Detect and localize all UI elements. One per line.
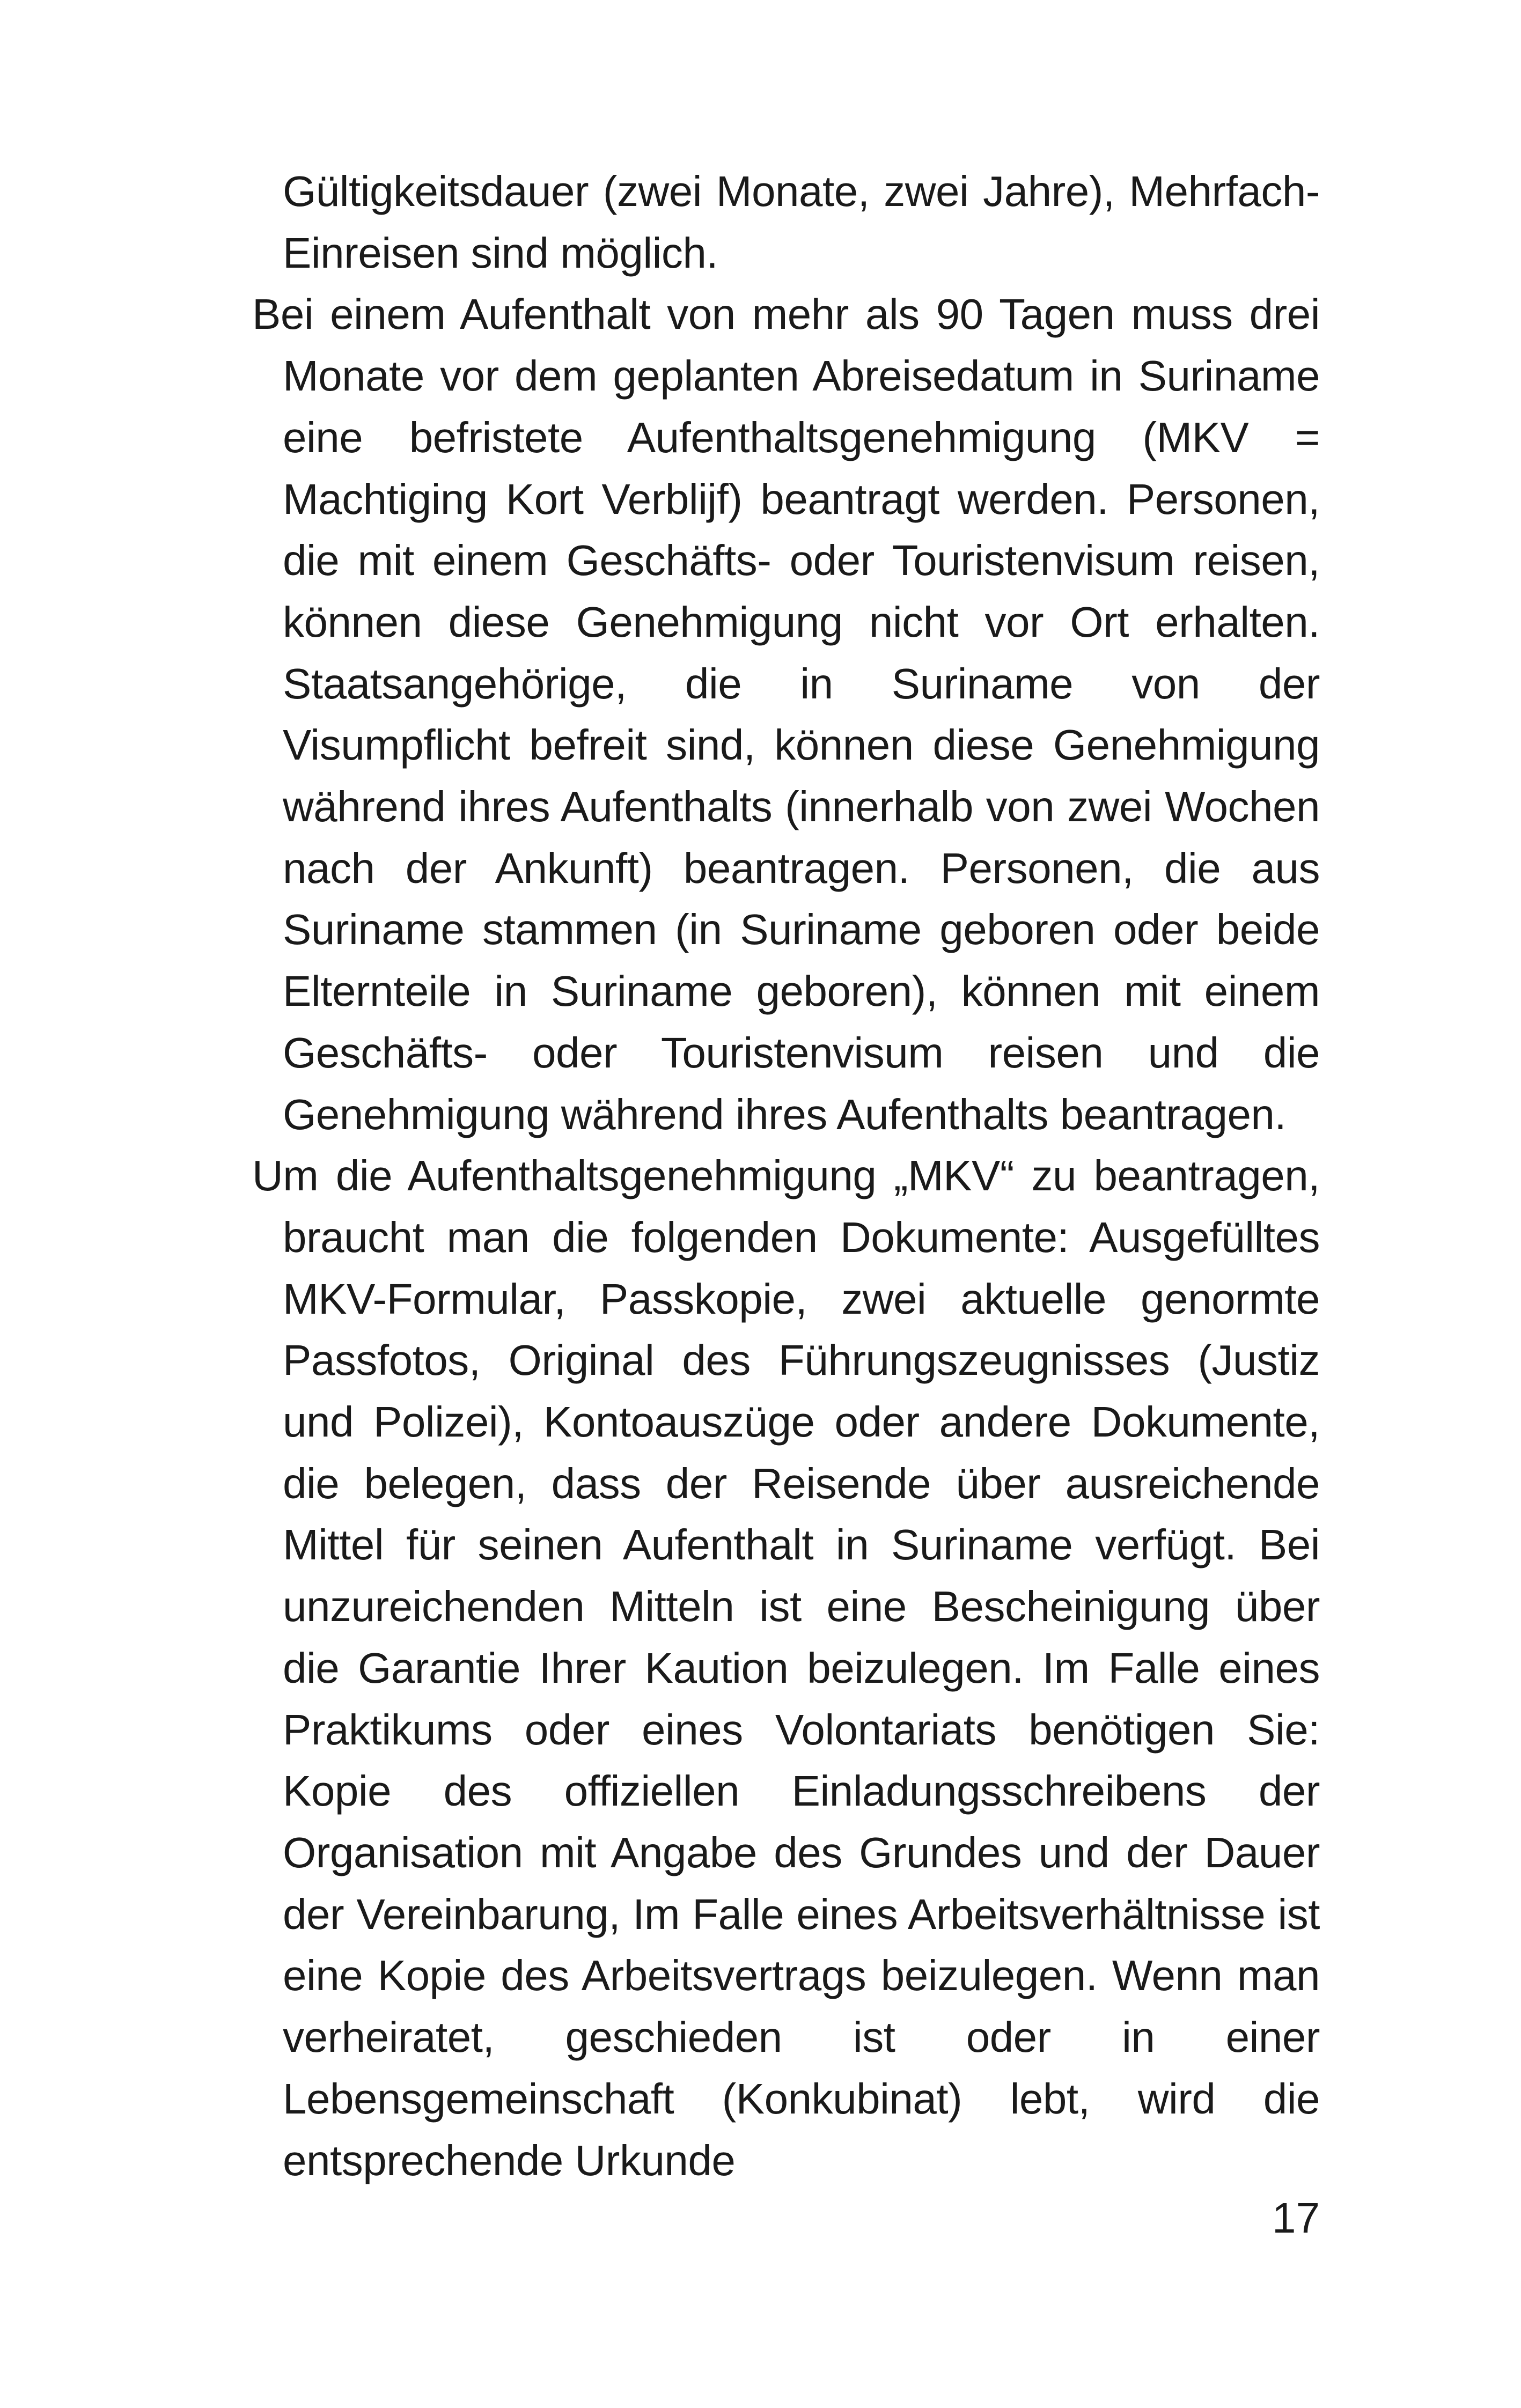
- page-number: 17: [1272, 2194, 1320, 2242]
- paragraph-validity-continuation: Gültigkeitsdauer (zwei Monate, zwei Jahre), Mehrfach-Einreisen sind möglich.: [283, 167, 1320, 277]
- paragraph-required-documents: Um die Aufenthaltsgenehmigung „MKV“ zu beantragen, braucht man die folgenden Dokumente: Ausgefülltes MKV-Formular, Passkopie, zwei aktuelle genormte Passfotos, Original des Führungszeugnisses (Justiz und Polizei), Kontoauszüge oder andere Dokumente, die belegen, dass der Reisende über ausreichende Mittel für seinen Aufenthalt in Suriname verfügt. Bei unzureichenden Mitteln ist eine Bescheinigung über die Garantie Ihrer Kaution beizulegen. Im Falle eines Praktikums oder eines Volontariats benötigen Sie: Kopie des offiziellen Einladungsschreibens der Organisation mit Angabe des Grundes und der Dauer der Vereinbarung, Im Falle eines Arbeitsverhältnisse ist eine Kopie des Arbeitsvertrags beizulegen. Wenn man verheiratet, geschieden ist oder in einer Lebensgemeinschaft (Konkubinat) lebt, wird die entsprechende Urkunde: [252, 1152, 1320, 2184]
- paragraph-residence-permit: Bei einem Aufenthalt von mehr als 90 Tagen muss drei Monate vor dem geplanten Abreisedatum in Suriname eine befristete Aufenthaltsgenehmigung (MKV = Machtiging Kort Verblijf) beantragt werden. Personen, die mit einem Geschäfts- oder Touristenvisum reisen, können diese Genehmigung nicht vor Ort erhalten. Staatsangehörige, die in Suriname von der Visumpflicht befreit sind, können diese Genehmigung während ihres Aufenthalts (innerhalb von zwei Wochen nach der Ankunft) beantragen. Personen, die aus Suriname stammen (in Suriname geboren oder beide Elternteile in Suriname geboren), können mit einem Geschäfts- oder Touristenvisum reisen und die Genehmigung während ihres Aufenthalts beantragen.: [252, 290, 1320, 1138]
- body-text: [252, 161, 1320, 2191]
